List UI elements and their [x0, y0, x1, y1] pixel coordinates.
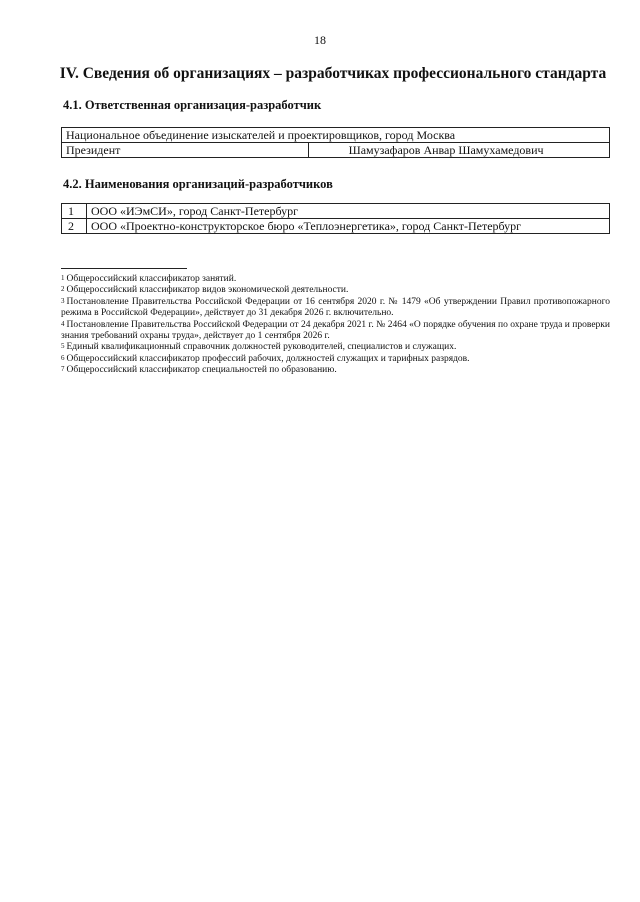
footnote-text: Общероссийский классификатор профессий рабочих, должностей служащих и тарифных разрядов.	[66, 353, 470, 364]
org-name-cell: ООО «ИЭмСИ», город Санкт-Петербург	[87, 204, 610, 219]
footnote-text: Постановление Правительства Российской Федерации от 16 сентября 2020 г. № 1479 «Об утверждении Правил противопожарного режима в Российской Федерации», действует до 31 декабря 2026 г. включительно.	[61, 296, 610, 319]
page-number: 18	[314, 33, 326, 47]
footnote	[61, 297, 610, 320]
org-name-cell: ООО «Проектно-конструкторское бюро «Теплоэнергетика», город Санкт-Петербург	[87, 219, 610, 234]
footnote-text: Общероссийский классификатор видов экономической деятельности.	[66, 285, 349, 296]
footnote-mark: 6	[61, 353, 65, 362]
section-title: IV. Сведения об организациях – разработчиках профессионального стандарта	[59, 65, 607, 82]
developer-orgs-table	[61, 203, 610, 234]
responsible-org-heading: 4.1. Ответственная организация-разработчик	[63, 98, 322, 112]
table-row	[62, 128, 610, 143]
footnote	[61, 320, 610, 343]
table-row	[62, 143, 610, 158]
footnotes	[61, 274, 610, 377]
footnote-mark: 4	[61, 319, 65, 328]
row-number: 1	[62, 204, 87, 219]
table-row	[62, 204, 610, 219]
footnote-mark: 1	[61, 274, 65, 282]
footnote	[61, 342, 610, 353]
footnote-text: Постановление Правительства Российской Федерации от 24 декабря 2021 г. № 2464 «О порядке обучения по охране труда и проверки знания требований охраны труда», действует до 1 сентября 2026 г.	[61, 319, 610, 342]
responsible-org-table	[61, 127, 610, 158]
footnote-mark: 7	[61, 365, 65, 374]
developer-orgs-heading: 4.2. Наименования организаций-разработчиков	[63, 177, 333, 191]
footnote-text: Общероссийский классификатор занятий.	[66, 274, 237, 284]
org-person-cell: Шамузафаров Анвар Шамухамедович	[308, 143, 609, 158]
org-name-cell: Национальное объединение изыскателей и проектировщиков, город Москва	[62, 128, 610, 143]
footnote	[61, 354, 610, 365]
footnote-mark: 5	[61, 342, 65, 351]
footnote-separator	[61, 268, 187, 269]
footnote-mark: 2	[61, 285, 65, 294]
footnote	[61, 285, 610, 296]
footnote-text: Общероссийский классификатор специальностей по образованию.	[66, 365, 337, 376]
footnote-text: Единый квалификационный справочник должностей руководителей, специалистов и служащих.	[66, 342, 457, 353]
org-role-cell: Президент	[62, 143, 309, 158]
row-number: 2	[62, 219, 87, 234]
footnote-mark: 3	[61, 296, 65, 305]
footnote	[61, 274, 610, 285]
table-row	[62, 219, 610, 234]
footnote	[61, 365, 610, 376]
